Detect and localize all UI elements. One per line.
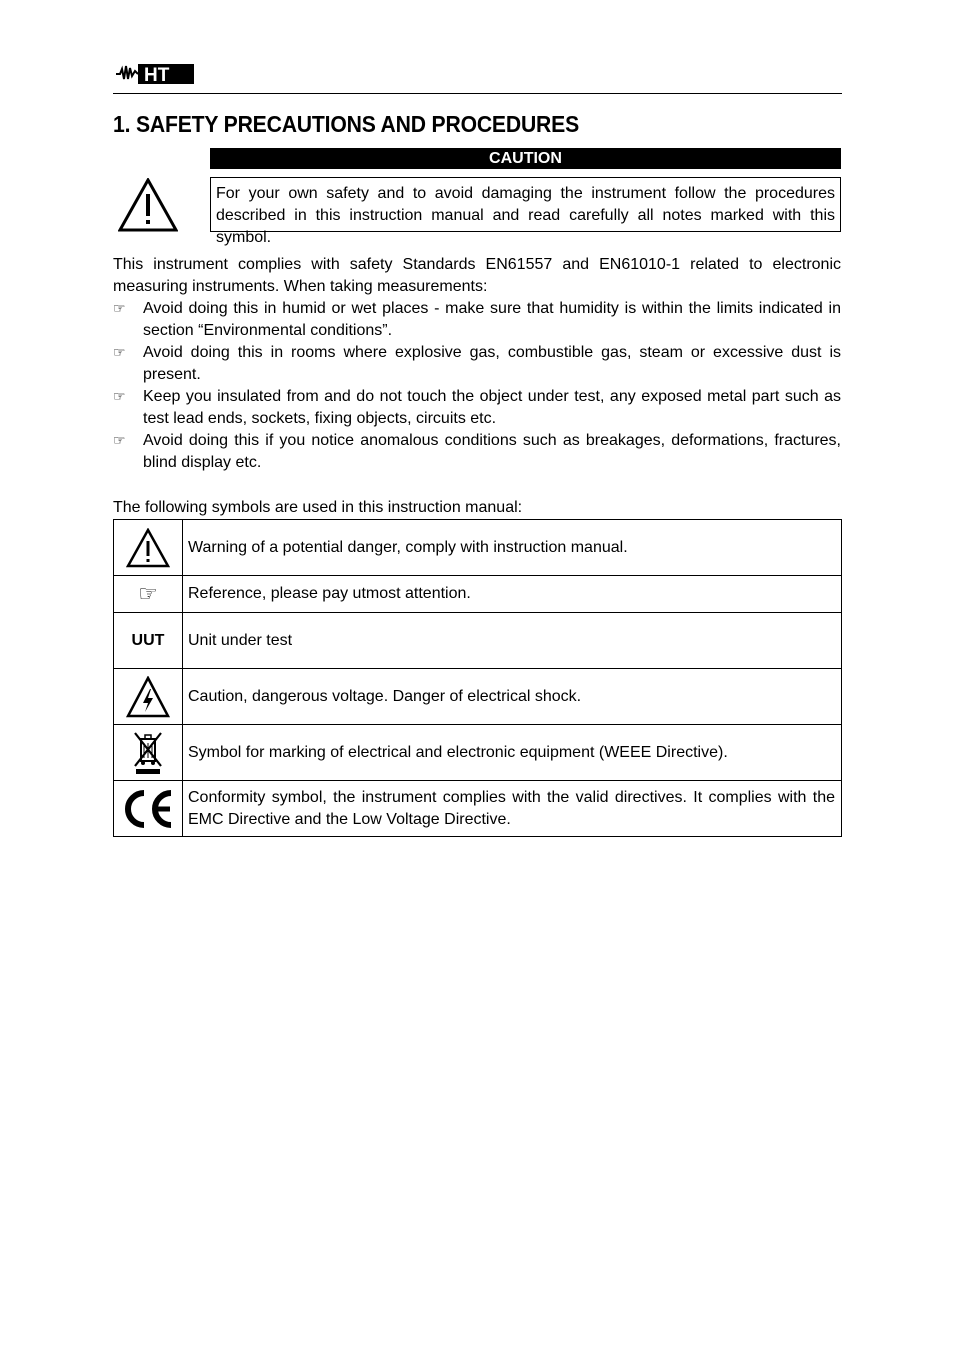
symbols-intro: The following symbols are used in this instruction manual: — [113, 499, 523, 516]
pointing-hand-icon: ☞ — [113, 301, 126, 317]
header-rule — [113, 93, 842, 94]
table-row — [114, 613, 842, 669]
logo-text: HT — [144, 65, 170, 86]
table-row — [114, 520, 842, 576]
symbol-description: Conformity symbol, the instrument complies with the valid directives. It complies with the EMC Directive and the Low Voltage Directive. — [183, 781, 842, 837]
table-row — [114, 781, 842, 837]
measurement-precautions-list — [113, 298, 841, 474]
caution-line-1: For your own safety and to avoid damaging the instrument follow the procedures — [216, 185, 835, 202]
symbol-description: Symbol for marking of electrical and electronic equipment (WEEE Directive). — [183, 725, 842, 781]
table-row — [114, 576, 842, 613]
pointing-hand-icon: ☞ — [113, 433, 126, 449]
list-item-text: Avoid doing this in rooms where explosive gas, combustible gas, steam or excessive dust is present. — [143, 344, 841, 383]
ht-logo — [114, 60, 196, 86]
symbol-description: Unit under test — [183, 613, 842, 669]
list-item — [113, 430, 841, 474]
table-row — [114, 725, 842, 781]
list-item-text: Avoid doing this in humid or wet places - make sure that humidity is within the limits indicated in section “Environmental conditions”. — [143, 300, 841, 339]
compliance-paragraph: This instrument complies with safety Standards EN61557 and EN61010-1 related to electronic measuring instruments. When taking measurements: — [113, 256, 841, 295]
caution-text — [210, 177, 841, 246]
weee-bin-icon — [114, 725, 183, 781]
symbol-description: Caution, dangerous voltage. Danger of electrical shock. — [183, 669, 842, 725]
pointing-hand-icon: ☞ — [138, 581, 158, 607]
list-item — [113, 386, 841, 430]
warning-triangle-icon — [118, 178, 178, 232]
ce-mark-icon — [114, 781, 183, 837]
list-item — [113, 342, 841, 386]
pointing-hand-icon: ☞ — [113, 389, 126, 405]
list-item — [113, 298, 841, 342]
high-voltage-icon — [114, 669, 183, 725]
warning-triangle-icon — [114, 520, 183, 576]
symbol-description: Reference, please pay utmost attention. — [183, 576, 842, 613]
uut-label: UUT — [131, 631, 165, 649]
caution-line-2: described in this instruction manual and read carefully all notes marked with this symbol. — [216, 207, 835, 246]
symbols-table — [113, 519, 842, 837]
list-item-text: Avoid doing this if you notice anomalous conditions such as breakages, deformations, fractures, blind display etc. — [143, 432, 841, 471]
table-row — [114, 669, 842, 725]
caution-label: CAUTION — [210, 148, 841, 169]
section-title: 1. SAFETY PRECAUTIONS AND PROCEDURES — [113, 111, 580, 137]
symbol-description: Warning of a potential danger, comply with instruction manual. — [183, 520, 842, 576]
pointing-hand-icon: ☞ — [113, 345, 126, 361]
list-item-text: Keep you insulated from and do not touch the object under test, any exposed metal part such as test lead ends, sockets, fixing objects, circuits etc. — [143, 388, 841, 427]
